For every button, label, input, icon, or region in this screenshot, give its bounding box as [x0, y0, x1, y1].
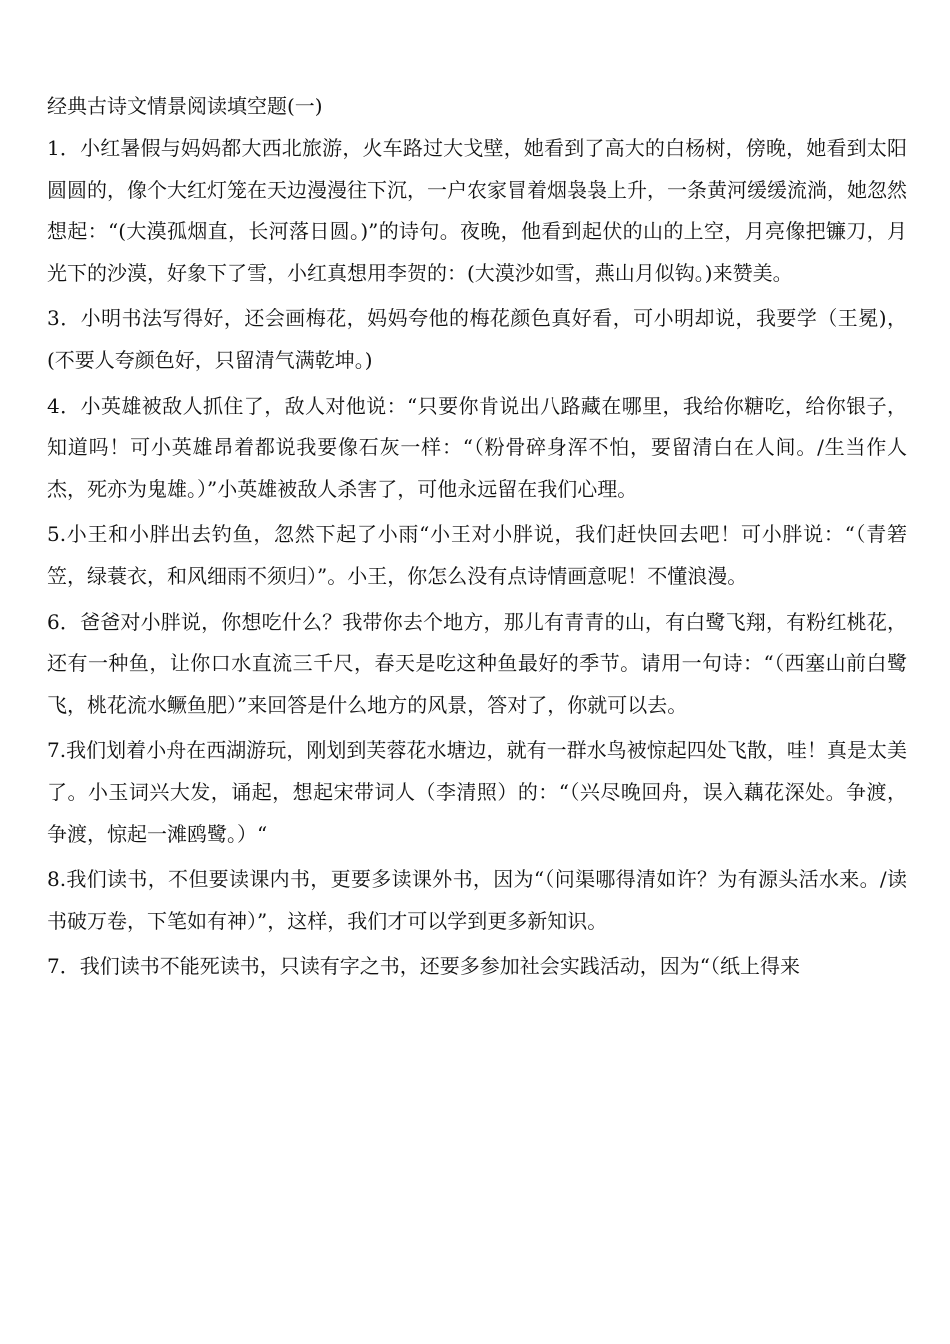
- paragraph-3: 3．小明书法写得好，还会画梅花，妈妈夸他的梅花颜色真好看，可小明却说，我要学（王冕)，(不要人夸颜色好，只留清气满乾坤。): [47, 306, 907, 372]
- document-page: [47, 88, 907, 992]
- paragraph-8: 8.我们读书，不但要读课内书，更要多读课外书，因为“（问渠哪得清如许？为有源头活水来。/读书破万卷，下笔如有神）”，这样，我们才可以学到更多新知识。: [47, 867, 907, 933]
- paragraph-5: 5.小王和小胖出去钓鱼，忽然下起了小雨“小王对小胖说，我们赶快回去吧！可小胖说：“（青箬笠，绿蓑衣，和风细雨不须归）”。小王，你怎么没有点诗情画意呢！不懂浪漫。: [47, 522, 907, 588]
- paragraph-1: 1．小红暑假与妈妈都大西北旅游，火车路过大戈壁，她看到了高大的白杨树，傍晚，她看到太阳圆圆的，像个大红灯笼在天边漫漫往下沉，一户农家冒着烟袅袅上升，一条黄河缓缓流淌，她忽然想起：“(大漠孤烟直，长河落日圆。)”的诗句。夜晚，他看到起伏的山的上空，月亮像把镰刀，月光下的沙漠，好象下了雪，小红真想用李贺的：(大漠沙如雪，燕山月似钩。)来赞美。: [47, 136, 907, 285]
- paragraph-4: 4．小英雄被敌人抓住了，敌人对他说：“只要你肯说出八路藏在哪里，我给你糖吃，给你银子，知道吗！可小英雄昂着都说我要像石灰一样：“（粉骨碎身浑不怕，要留清白在人间。/生当作人杰，死亦为鬼雄。）”小英雄被敌人杀害了，可他永远留在我们心理。: [47, 393, 907, 501]
- paragraph-7: 7.我们划着小舟在西湖游玩，刚划到芙蓉花水塘边，就有一群水鸟被惊起四处飞散，哇！真是太美了。小玉词兴大发，诵起，想起宋带词人（李清照）的：“（兴尽晚回舟，误入藕花深处。争渡，争渡，惊起一滩鸥鹭。）“: [47, 738, 907, 846]
- paragraph-6: 6．爸爸对小胖说，你想吃什么？我带你去个地方，那儿有青青的山，有白鹭飞翔，有粉红桃花，还有一种鱼，让你口水直流三千尺，春天是吃这种鱼最好的季节。请用一句诗：“（西塞山前白鹭飞，桃花流水鳜鱼肥）”来回答是什么地方的风景，答对了，你就可以去。: [47, 609, 907, 717]
- paragraph-7b: 7．我们读书不能死读书，只读有字之书，还要多参加社会实践活动，因为“（纸上得来: [47, 954, 800, 979]
- document-title: 经典古诗文情景阅读填空题(一): [47, 94, 323, 118]
